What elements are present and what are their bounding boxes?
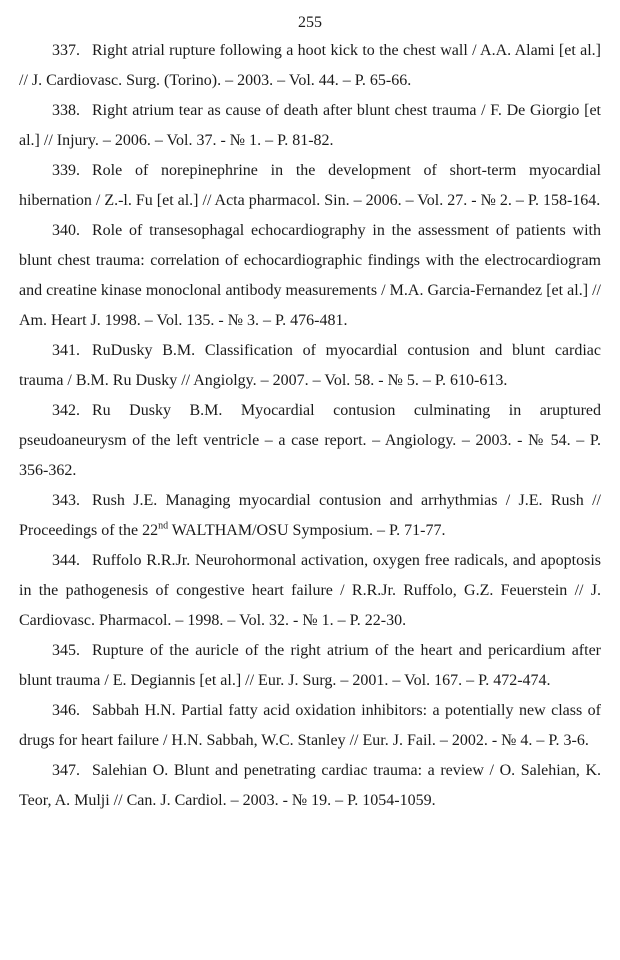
reference-text: Salehian O. Blunt and penetrating cardiac trauma: a review / O. Salehian, K. Teor, A. Mulji // Can. J. Cardiol. – 2003. - № 19. – P. 1054-1059. — [19, 762, 601, 809]
reference-number: 338. — [52, 102, 80, 119]
reference-entry-344 — [19, 546, 601, 636]
reference-entry-345 — [19, 636, 601, 696]
reference-entry-337 — [19, 36, 601, 96]
reference-number: 342. — [52, 402, 80, 419]
reference-text: Rupture of the auricle of the right atrium of the heart and pericardium after blunt trauma / E. Degiannis [et al.] // Eur. J. Surg. – 2001. – Vol. 167. – P. 472-474. — [19, 642, 601, 689]
reference-number: 339. — [52, 162, 80, 179]
reference-entry-347 — [19, 756, 601, 816]
reference-text: Ruffolo R.R.Jr. Neurohormonal activation, oxygen free radicals, and apoptosis in the pathogenesis of congestive heart failure / R.R.Jr. Ruffolo, G.Z. Feuerstein // J. Cardiovasc. Pharmacol. – 1998. – Vol. 32. - № 1. – P. 22-30. — [19, 552, 601, 629]
reference-entry-346 — [19, 696, 601, 756]
reference-text-end: WALTHAM/OSU Symposium. – P. 71-77. — [168, 522, 446, 539]
ordinal-superscript: nd — [158, 520, 169, 532]
reference-text-start: Rush J.E. Managing myocardial contusion and arrhythmias / J.E. Rush // Proceedings of the 22 — [19, 492, 601, 539]
reference-number: 343. — [52, 492, 80, 509]
reference-text: Role of norepinephrine in the development of short-term myocardial hibernation / Z.-l. Fu [et al.] // Acta pharmacol. Sin. – 2006. – Vol. 27. - № 2. – P. 158-164. — [19, 162, 601, 209]
reference-entry-342 — [19, 396, 601, 486]
reference-number: 337. — [52, 42, 80, 59]
reference-entry-339 — [19, 156, 601, 216]
reference-text: RuDusky B.M. Classification of myocardial contusion and blunt cardiac trauma / B.M. Ru Dusky // Angiolgy. – 2007. – Vol. 58. - № 5. – P. 610-613. — [19, 342, 601, 389]
reference-text: Ru Dusky B.M. Myocardial contusion culminating in aruptured pseudoaneurysm of the left ventricle – a case report. – Angiology. – 2003. - № 54. – P. 356-362. — [19, 402, 601, 479]
reference-text: Role of transesophagal echocardiography in the assessment of patients with blunt chest trauma: correlation of echocardiographic findings with the electrocardiogram and creatine kinase monoclonal antibody measurements / M.A. Garcia-Fernandez [et al.] // Am. Heart J. 1998. – Vol. 135. - № 3. – P. 476-481. — [19, 222, 601, 329]
reference-number: 347. — [52, 762, 80, 779]
reference-text: Right atrium tear as cause of death after blunt chest trauma / F. De Giorgio [et al.] // Injury. – 2006. – Vol. 37. - № 1. – P. 81-82. — [19, 102, 601, 149]
reference-number: 344. — [52, 552, 80, 569]
reference-number: 341. — [52, 342, 80, 359]
reference-entry-343 — [19, 486, 601, 546]
reference-entry-340 — [19, 216, 601, 336]
reference-text: Right atrial rupture following a hoot kick to the chest wall / A.A. Alami [et al.] // J. Cardiovasc. Surg. (Torino). – 2003. – Vol. 44. – P. 65-66. — [19, 42, 601, 89]
reference-entry-341 — [19, 336, 601, 396]
reference-entry-338 — [19, 96, 601, 156]
reference-number: 345. — [52, 642, 80, 659]
reference-number: 346. — [52, 702, 80, 719]
reference-text: Sabbah H.N. Partial fatty acid oxidation inhibitors: a potentially new class of drugs for heart failure / H.N. Sabbah, W.C. Stanley // Eur. J. Fail. – 2002. - № 4. – P. 3-6. — [19, 702, 601, 749]
page-number: 255 — [298, 14, 322, 31]
reference-number: 340. — [52, 222, 80, 239]
